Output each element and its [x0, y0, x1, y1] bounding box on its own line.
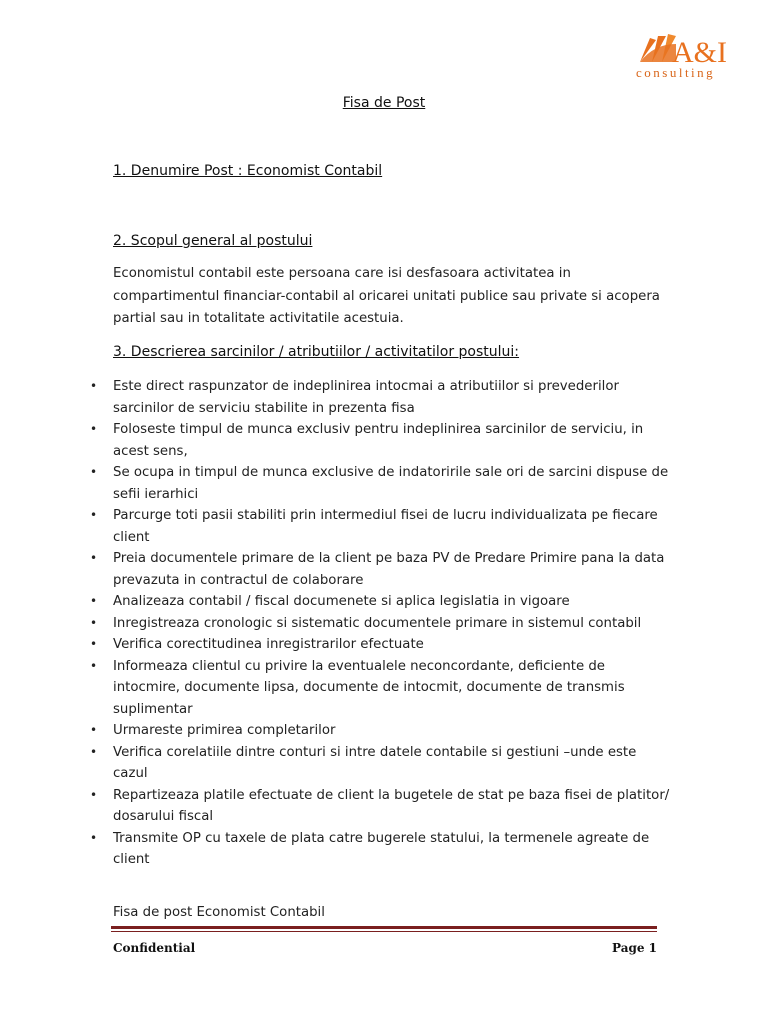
- bullet-icon: •: [90, 637, 98, 651]
- bullet-icon: •: [90, 787, 98, 802]
- duty-text: Urmareste primirea completarilor: [113, 723, 336, 738]
- duty-text: Este direct raspunzator de indeplinirea intocmai a atributiilor si prevederilor sarcinilor de serviciu stabilite in prezenta fisa: [113, 379, 619, 416]
- duty-text: Se ocupa in timpul de munca exclusive de indatoririle sale ori de sarcini dispuse de sefii ierarhici: [113, 465, 669, 502]
- duty-list-item: [90, 634, 670, 656]
- duty-list-item: [90, 376, 670, 419]
- footer-confidential: Confidential: [113, 941, 196, 955]
- bullet-icon: •: [90, 594, 98, 608]
- duty-list-item: [90, 785, 670, 828]
- duty-list-item: [90, 505, 670, 548]
- footer-rule-thick: [111, 926, 657, 929]
- duty-text: Parcurge toti pasii stabiliti prin intermediul fisei de lucru individualizata pe fiecare client: [113, 508, 658, 545]
- section-2-text: Economistul contabil este persoana care isi desfasoara activitatea in compartimentul financiar-contabil al oricarei unitati publice sau private si acopera partial sau in totalitate activitatile acestuia.: [113, 266, 660, 326]
- bullet-icon: •: [90, 723, 98, 737]
- duty-text: Foloseste timpul de munca exclusiv pentru indeplinirea sarcinilor de serviciu, in acest sens,: [113, 422, 644, 459]
- duty-text: Preia documentele primare de la client pe baza PV de Predare Primire pana la data prevazuta in contractul de colaborare: [113, 551, 665, 588]
- bullet-icon: •: [90, 508, 98, 522]
- bullet-icon: •: [90, 422, 98, 436]
- duty-text: Verifica corectitudinea inregistrarilor efectuate: [113, 637, 424, 652]
- svg-text:consulting: consulting: [636, 65, 716, 80]
- bullet-icon: •: [90, 830, 98, 845]
- duty-text: Transmite OP cu taxele de plata catre bugerele statului, la termenele agreate de client: [113, 830, 650, 867]
- duty-text: Analizeaza contabil / fiscal documenete si aplica legislatia in vigoare: [113, 594, 570, 609]
- duty-list-item: [90, 742, 670, 785]
- duty-list-item: [90, 720, 670, 742]
- bullet-icon: •: [90, 615, 98, 630]
- section-3-heading: 3. Descrierea sarcinilor / atributiilor / activitatilor postului:: [113, 344, 520, 360]
- document-title: Fisa de Post: [342, 95, 426, 111]
- duties-list: [90, 376, 670, 871]
- duty-text: Informeaza clientul cu privire la eventualele neconcordante, deficiente de intocmire, documente lipsa, documente de intocmit, documente de transmis suplimentar: [113, 658, 625, 717]
- duty-list-item: [90, 613, 670, 635]
- section-2-heading: 2. Scopul general al postului: [113, 233, 313, 249]
- company-logo: [632, 22, 760, 86]
- duty-list-item: [90, 548, 670, 591]
- section-1-heading: 1. Denumire Post : Economist Contabil: [113, 163, 383, 179]
- logo-graphic: [632, 22, 760, 86]
- duty-text: Verifica corelatiile dintre conturi si intre datele contabile si gestiuni –unde este cazul: [113, 744, 637, 781]
- bullet-icon: •: [90, 379, 98, 393]
- duty-list-item: [90, 656, 670, 721]
- bullet-icon: •: [90, 658, 98, 673]
- bullet-icon: •: [90, 744, 98, 759]
- duty-text: Repartizeaza platile efectuate de client la bugetele de stat pe baza fisei de platitor/ dosarului fiscal: [113, 787, 670, 824]
- footer-page-number: Page 1: [612, 941, 658, 955]
- duty-list-item: [90, 419, 670, 462]
- duty-list-item: [90, 828, 670, 871]
- bullet-icon: •: [90, 465, 98, 479]
- duty-text: Inregistreaza cronologic si sistematic documentele primare in sistemul contabil: [113, 615, 642, 631]
- duty-list-item: [90, 591, 670, 613]
- svg-text:A&I: A&I: [672, 36, 727, 69]
- duty-list-item: [90, 462, 670, 505]
- footer-rule-thin: [111, 931, 657, 932]
- bullet-icon: •: [90, 551, 98, 565]
- footer-document-title: Fisa de post Economist Contabil: [113, 905, 325, 920]
